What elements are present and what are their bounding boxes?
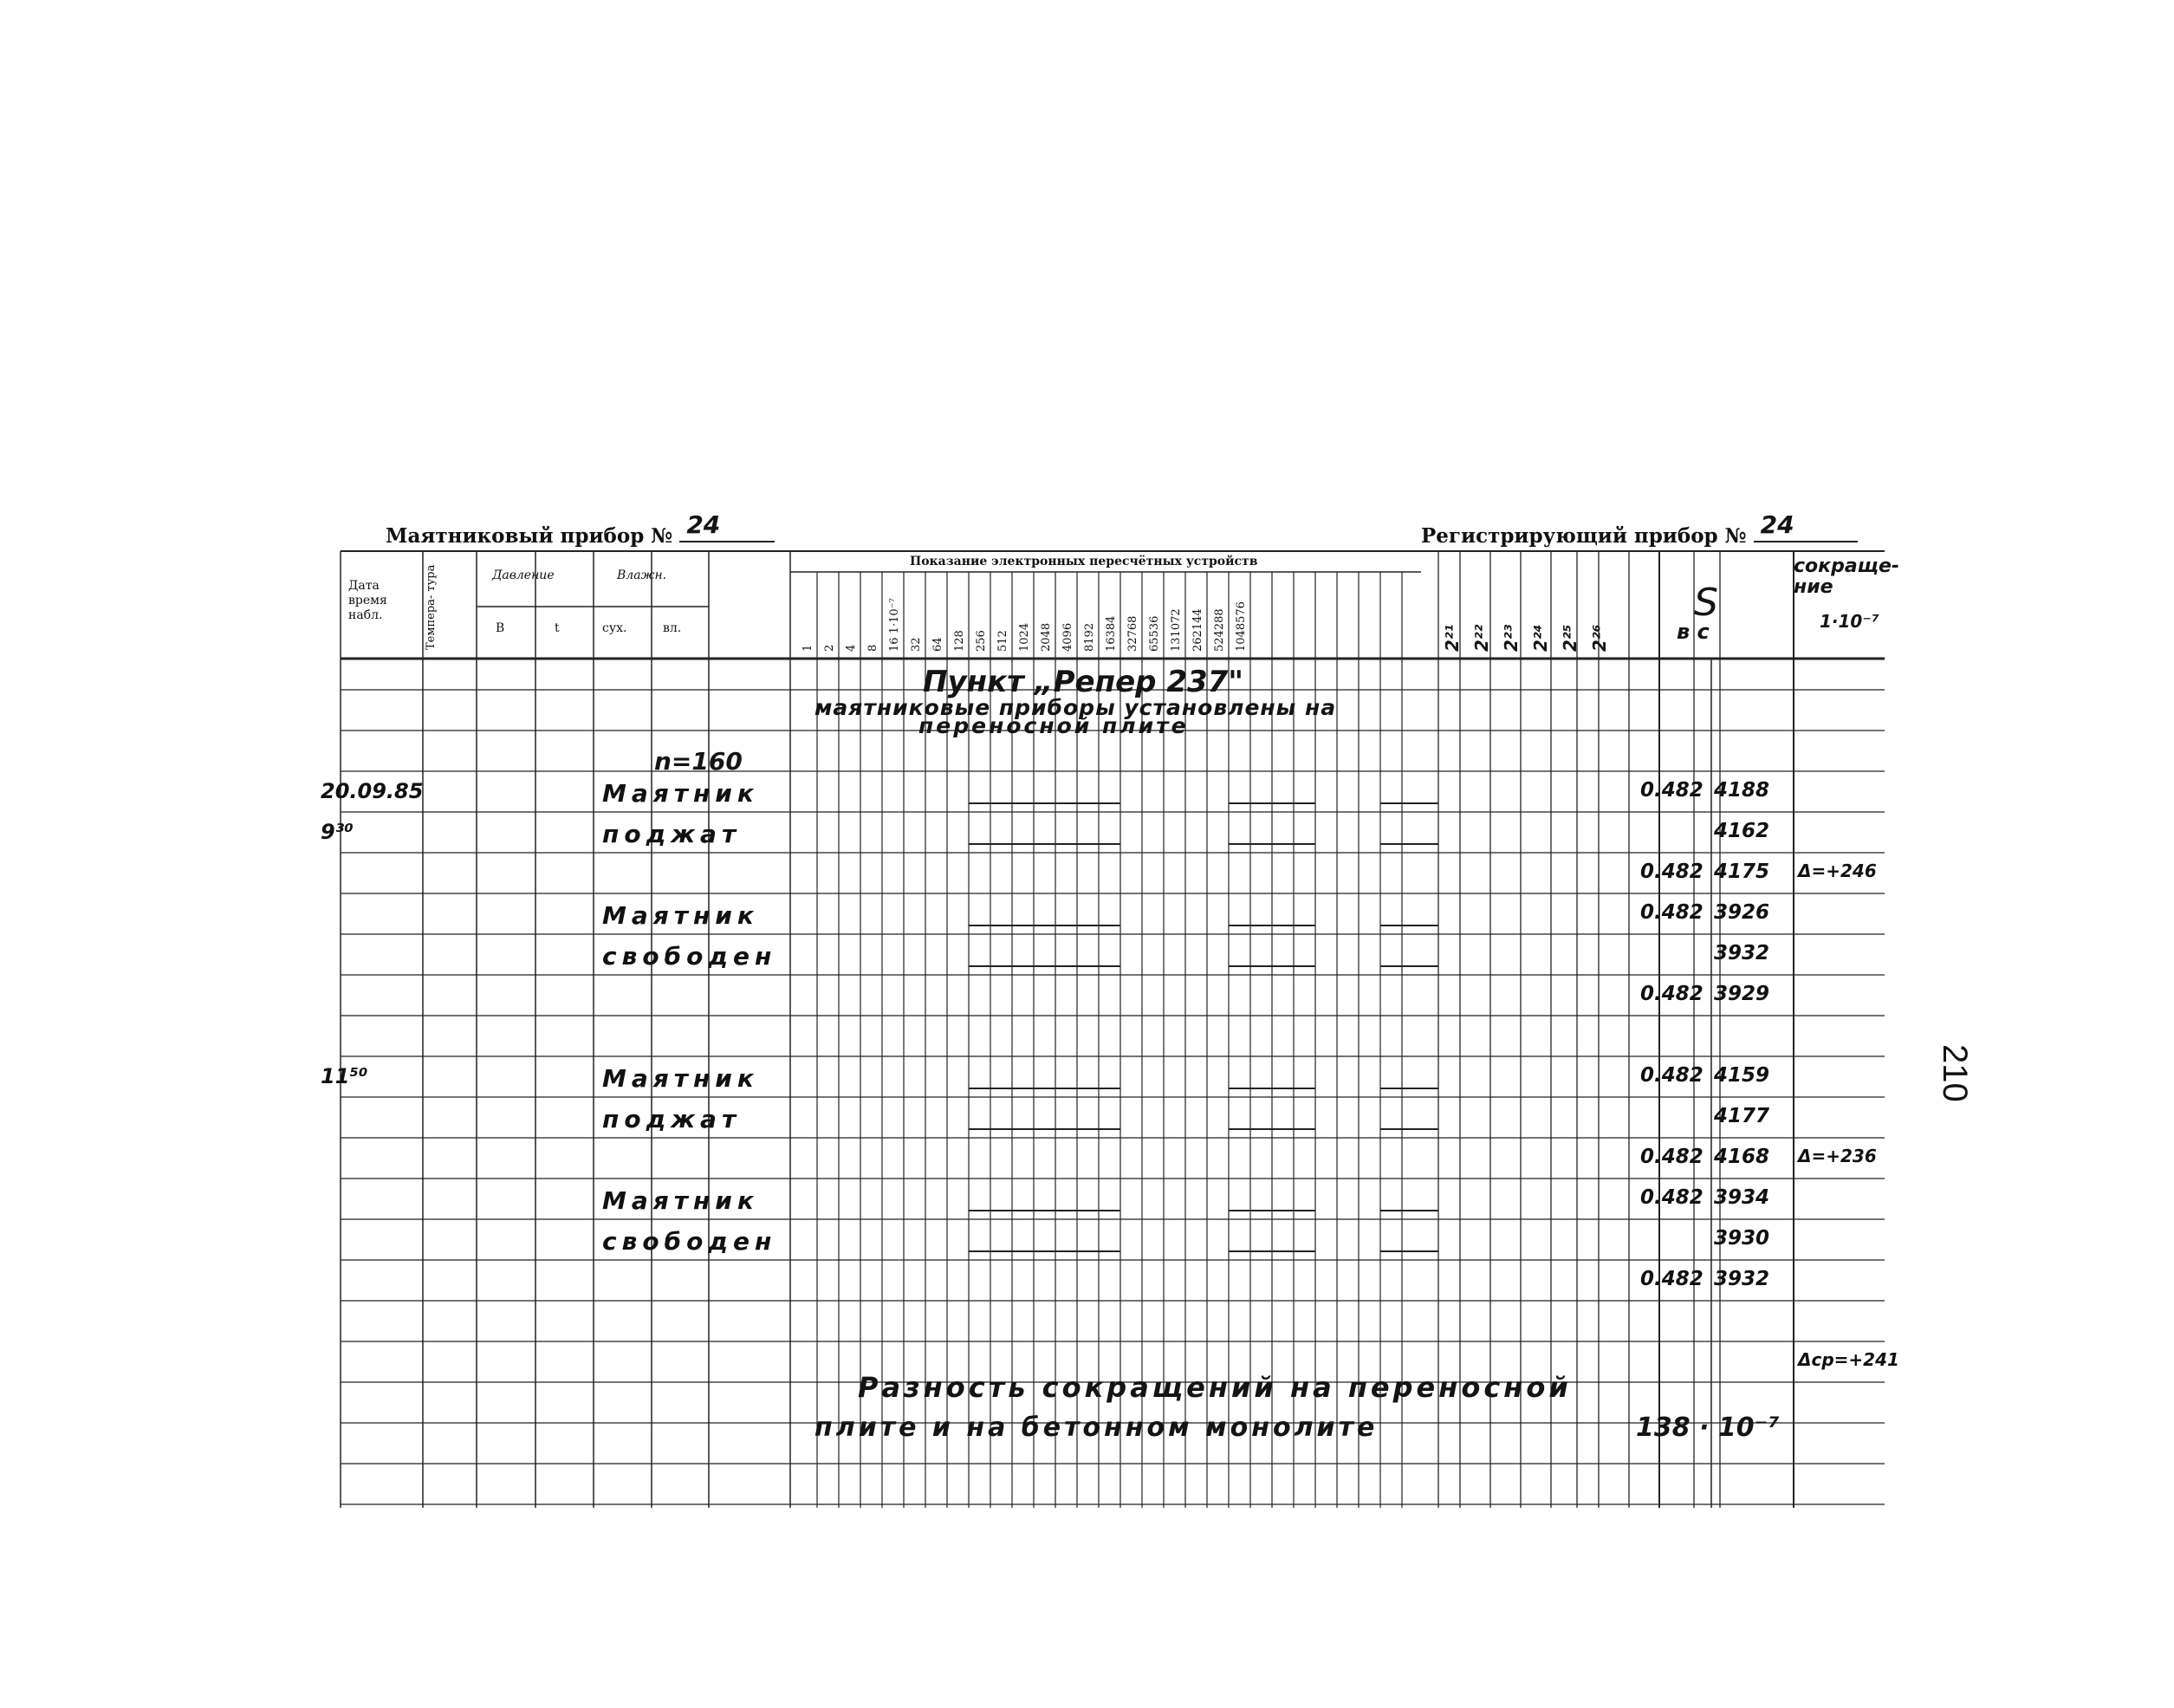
- row-s1: 0.482: [1640, 779, 1704, 802]
- col-shortening-unit: 1·10⁻⁷: [1820, 611, 1879, 632]
- col-humidity-wet: вл.: [663, 621, 682, 635]
- row-s2: 4177: [1714, 1105, 1770, 1127]
- row-s2: 3930: [1714, 1227, 1770, 1250]
- row-delta: Δ=+246: [1798, 860, 1877, 881]
- pow-label: 2²³: [1501, 624, 1522, 652]
- col-s-sub: в с: [1677, 620, 1710, 644]
- col-shortening: сокраще- ние: [1794, 555, 1900, 598]
- counter-label: 65536: [1148, 615, 1161, 652]
- row-note: поджат: [602, 820, 742, 848]
- counter-label: 64: [931, 637, 944, 652]
- counter-label: 1: [801, 644, 814, 652]
- row-delta: Δср=+241: [1798, 1349, 1899, 1370]
- row-s1: 0.482: [1640, 983, 1704, 1005]
- row-s2: 3929: [1714, 983, 1770, 1005]
- counter-label: 4: [845, 644, 858, 652]
- recorder-number: 24: [1760, 510, 1794, 539]
- row-s2: 4168: [1714, 1146, 1770, 1168]
- row-note: свободен: [602, 942, 777, 971]
- counter-label: 16384: [1105, 615, 1118, 652]
- page-number: 210: [1936, 1044, 1974, 1102]
- row-s2: 3932: [1714, 942, 1770, 964]
- counter-label: 2048: [1040, 622, 1053, 652]
- col-humidity: Влажн.: [617, 568, 667, 582]
- pow-label: 2²¹: [1442, 624, 1463, 652]
- row-note: поджат: [602, 1105, 742, 1133]
- row-note: свободен: [602, 1227, 777, 1256]
- counter-label: 256: [975, 630, 988, 652]
- row-s1: 0.482: [1640, 1186, 1704, 1209]
- col-pressure-b: В: [496, 621, 505, 635]
- row-s1: 0.482: [1640, 1268, 1704, 1290]
- row-s2: 4175: [1714, 860, 1770, 883]
- counter-label: 32: [910, 637, 923, 652]
- counter-label: 1048576: [1235, 601, 1248, 652]
- note-summary-value: 138 · 10⁻⁷: [1636, 1413, 1780, 1443]
- row-s1: 0.482: [1640, 1146, 1704, 1168]
- note-punkt: Пункт „Репер 237": [923, 665, 1244, 699]
- col-humidity-dry: сух.: [602, 621, 627, 635]
- row-s2: 4162: [1714, 820, 1770, 842]
- note-install-line1: маятниковые приборы установлены на: [814, 695, 1337, 720]
- row-s1: 0.482: [1640, 860, 1704, 883]
- counter-label: 1024: [1018, 622, 1031, 652]
- row-s1: 0.482: [1640, 1064, 1704, 1087]
- col-s-label: S: [1694, 581, 1718, 625]
- row-date: 20.09.85: [321, 779, 424, 803]
- counter-label: 4096: [1061, 622, 1074, 652]
- row-s2: 4188: [1714, 779, 1770, 802]
- col-date-time: Дата время набл.: [348, 579, 387, 622]
- pow-label: 2²⁴: [1530, 624, 1551, 652]
- counter-label: 524288: [1213, 608, 1226, 652]
- col-counter-title: Показание электронных пересчётных устройств: [910, 555, 1258, 568]
- counter-label: 8: [866, 644, 879, 652]
- note-n-value: n=160: [654, 747, 743, 776]
- counter-label: 512: [996, 630, 1009, 652]
- row-note: Маятник: [602, 1186, 759, 1215]
- row-date: 11⁵⁰: [321, 1064, 368, 1088]
- row-date: 9³⁰: [321, 820, 354, 844]
- recorder-label: Регистрирующий прибор №: [1421, 524, 1747, 548]
- col-pressure: Давление: [492, 568, 555, 582]
- note-summary-line2: плите и на бетонном монолите: [814, 1413, 1379, 1443]
- counter-label: 262144: [1191, 608, 1204, 652]
- note-summary-line1: Разность сокращений на переносной: [858, 1371, 1572, 1404]
- row-delta: Δ=+236: [1798, 1146, 1877, 1166]
- counter-label: 2: [823, 644, 836, 652]
- counter-label: 8192: [1083, 622, 1096, 652]
- pendulum-label: Маятниковый прибор №: [386, 524, 673, 548]
- row-s1: 0.482: [1640, 901, 1704, 924]
- row-note: Маятник: [602, 901, 759, 930]
- row-note: Маятник: [602, 1064, 759, 1093]
- row-note: Маятник: [602, 779, 759, 808]
- counter-label: 16 1·10⁻⁷: [888, 598, 901, 652]
- row-s2: 4159: [1714, 1064, 1770, 1087]
- pow-label: 2²²: [1471, 624, 1492, 652]
- counter-label: 128: [953, 630, 966, 652]
- col-temperature: Темпера- тура: [425, 564, 438, 650]
- pendulum-number: 24: [686, 510, 721, 539]
- col-pressure-t: t: [555, 621, 560, 635]
- pow-label: 2²⁶: [1589, 624, 1610, 652]
- row-s2: 3934: [1714, 1186, 1770, 1209]
- counter-label: 131072: [1170, 608, 1183, 652]
- counter-label: 32768: [1126, 615, 1139, 652]
- pow-label: 2²⁵: [1560, 624, 1580, 652]
- note-install-line2: переносной плите: [918, 713, 1189, 738]
- row-s2: 3926: [1714, 901, 1770, 924]
- row-s2: 3932: [1714, 1268, 1770, 1290]
